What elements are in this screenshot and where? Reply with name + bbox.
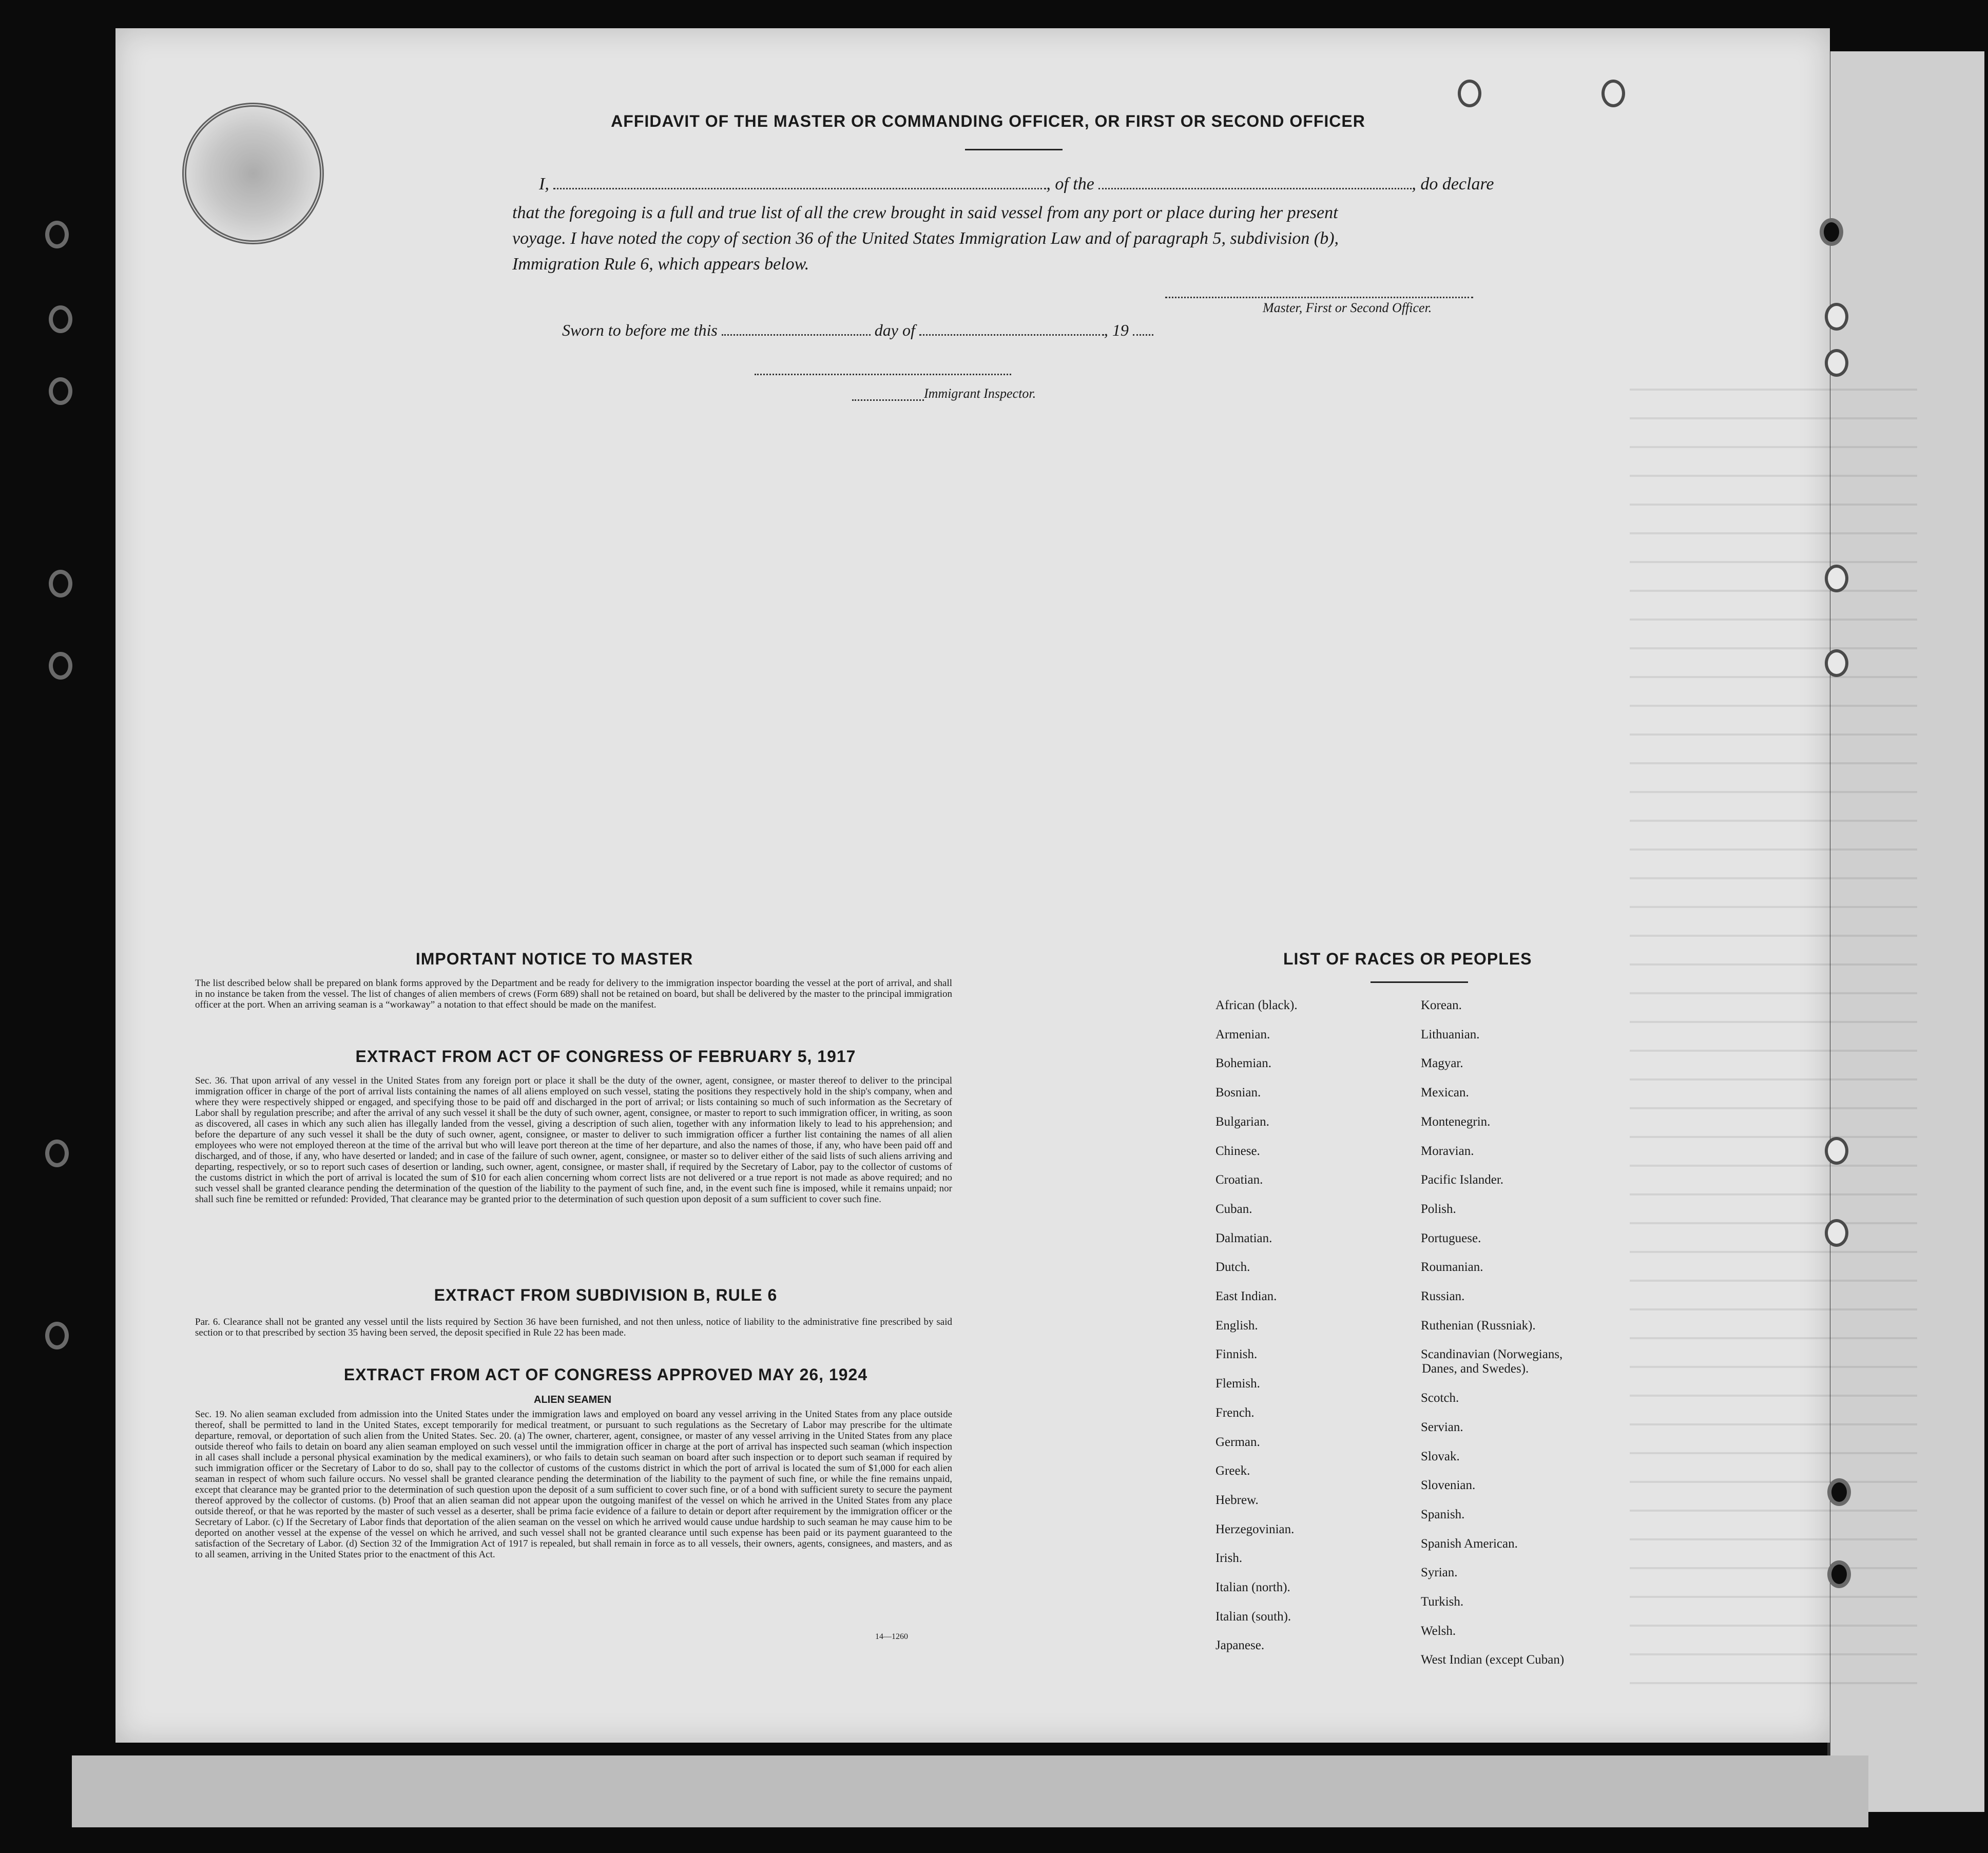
race-item: Roumanian.	[1421, 1260, 1483, 1275]
master-signature-field[interactable]	[1165, 297, 1473, 298]
races-rule	[1371, 981, 1468, 983]
sworn-text: Sworn to before me this	[562, 321, 718, 339]
race-item: German.	[1215, 1435, 1260, 1449]
binder-hole-icon	[1820, 218, 1843, 246]
affidavit-line1	[539, 175, 1494, 194]
binder-hole-icon	[1825, 349, 1848, 377]
race-item: Turkish.	[1421, 1595, 1464, 1609]
race-item: Spanish American.	[1421, 1536, 1518, 1551]
notice-title: IMPORTANT NOTICE TO MASTER	[415, 950, 693, 968]
affidavit-do-declare: , do declare	[1412, 175, 1494, 194]
binder-hole-icon	[1825, 1219, 1848, 1247]
race-item: Armenian.	[1215, 1027, 1270, 1041]
sworn-month-field[interactable]	[919, 321, 1104, 336]
extract-rule6-title: EXTRACT FROM SUBDIVISION B, RULE 6	[434, 1286, 778, 1304]
race-item: West Indian (except Cuban)	[1421, 1653, 1565, 1667]
extract-1917-title: EXTRACT FROM ACT OF CONGRESS OF FEBRUARY 5, 1917	[355, 1047, 856, 1066]
race-item: Bohemian.	[1215, 1056, 1272, 1071]
binder-hole-icon	[45, 221, 69, 248]
binder-hole-icon	[1825, 303, 1848, 331]
binder-hole-icon	[1825, 649, 1848, 677]
name-field[interactable]	[553, 175, 1046, 189]
inspector-label: Immigrant Inspector.	[924, 386, 1036, 401]
race-item: Spanish.	[1421, 1507, 1465, 1521]
race-item: Dutch.	[1215, 1260, 1250, 1275]
binder-hole-icon	[49, 652, 72, 680]
binder-hole-icon	[49, 305, 72, 333]
race-item: Chinese.	[1215, 1144, 1260, 1158]
binder-hole-icon	[1458, 80, 1481, 107]
title-rule	[965, 149, 1063, 150]
bleed-through-grid	[1630, 362, 1917, 1696]
binder-hole-icon	[1825, 1137, 1848, 1165]
binder-hole-icon	[1601, 80, 1625, 107]
race-item: Lithuanian.	[1421, 1027, 1480, 1041]
race-item: Magyar.	[1421, 1056, 1463, 1071]
race-item: Danes, and Swedes).	[1422, 1362, 1529, 1376]
race-item: Japanese.	[1215, 1638, 1265, 1653]
binder-hole-icon	[45, 1322, 69, 1349]
races-title: LIST OF RACES OR PEOPLES	[1283, 950, 1532, 968]
form-number: 14—1260	[875, 1632, 908, 1641]
master-signature-label: Master, First or Second Officer.	[1263, 300, 1432, 315]
race-item: Cuban.	[1215, 1202, 1252, 1216]
sworn-line	[562, 321, 1153, 340]
binder-hole-icon	[1827, 1478, 1851, 1506]
affidavit-title: AFFIDAVIT OF THE MASTER OR COMMANDING OFFICER, OR FIRST OR SECOND OFFICER	[611, 112, 1365, 130]
sworn-year-field[interactable]	[1133, 321, 1153, 336]
race-item: Dalmatian.	[1215, 1231, 1272, 1245]
race-item: Bulgarian.	[1215, 1114, 1269, 1129]
race-item: Croatian.	[1215, 1173, 1263, 1187]
binder-hole-icon	[1825, 565, 1848, 592]
race-item: Servian.	[1421, 1420, 1463, 1434]
race-item: Herzegovinian.	[1215, 1522, 1295, 1536]
binder-hole-icon	[49, 570, 72, 597]
race-item: Scandinavian (Norwegians,	[1421, 1347, 1563, 1362]
sworn-day-field[interactable]	[722, 321, 871, 336]
race-item: Polish.	[1421, 1202, 1456, 1216]
affidavit-body	[512, 200, 1498, 277]
race-item: Scotch.	[1421, 1391, 1459, 1405]
sworn-day-of: day of	[874, 321, 915, 339]
race-item: Syrian.	[1421, 1566, 1458, 1580]
race-item: Slovak.	[1421, 1449, 1460, 1463]
affidavit-of-the: , of the	[1046, 175, 1094, 194]
race-item: Pacific Islander.	[1421, 1173, 1504, 1187]
extract-1917-body: Sec. 36. That upon arrival of any vessel in the United States from any foreign port or place it shall be the duty of the owner, agent, consignee, or master thereof to deliver to the principal immigration officer in charge of the port of arrival lists containing the names of all aliens employed on such vessel, stating the positions they respectively hold in the ship's company, when and where they were respectively shipped or engaged, and specifying those to be paid off and discharged in the port of arrival; or lists containing so much of such information as the Secretary of Labor shall by regulation prescribe; and after the arrival of any such vessel it shall be the duty of such owner, agent, consignee, or master to report to such immigration officer, in writing, as soon as discovered, all cases in which any such alien has illegally landed from the vessel, giving a description of such alien, together with any information likely to lead to his apprehension; and before the departure of any such vessel it shall be the duty of such owner, agent, consignee, or master to deliver to such immigration officer a further list containing the names of all alien employees who were not employed thereon at the time of the arrival but who will leave port thereon at the time of her departure, and also the names of those, if any, who have been paid off and discharged, and of those, if any, who have deserted or landed; and in case of the failure of such owner, agent, consignee, or master so to deliver either of the said lists of such aliens arriving and departing, respectively, or so to report such cases of desertion or landing, such owner, agent, consignee, or master shall, if required by the Secretary of Labor, pay to the collector of customs of the customs district in which the port of arrival is located the sum of $10 for each alien concerning whom correct lists are not delivered or a true report is not made as above required; and no such vessel shall be granted clearance pending the determination of the question of the liability to the payment of such fine, and, in the event such fine is imposed, while it remains unpaid; nor shall such fine be remitted or refunded: Provided, That clearance may be granted prior to the determination of such question upon deposit of a sum sufficient to cover such fine.	[195, 1075, 952, 1205]
race-item: Italian (north).	[1215, 1580, 1290, 1594]
race-item: French.	[1215, 1405, 1254, 1420]
race-item: Russian.	[1421, 1289, 1465, 1303]
back-sheet-bottom	[72, 1755, 1868, 1827]
race-item: Montenegrin.	[1421, 1114, 1491, 1129]
race-item: Greek.	[1215, 1464, 1250, 1478]
race-item: African (black).	[1215, 998, 1298, 1012]
binder-hole-icon	[45, 1140, 69, 1167]
race-item: Korean.	[1421, 998, 1462, 1012]
inspector-signature-rule	[852, 399, 924, 401]
race-item: Ruthenian (Russniak).	[1421, 1318, 1536, 1333]
official-seal-stamp	[182, 103, 324, 244]
sworn-year-prefix: , 19	[1104, 321, 1129, 339]
race-item: East Indian.	[1215, 1289, 1277, 1303]
race-item: Flemish.	[1215, 1377, 1260, 1391]
extract-1924-body: Sec. 19. No alien seaman excluded from admission into the United States under the immigration laws and employed on board any vessel arriving in the United States from any place outside thereof, shall be permitted to land in the United States, except temporarily for medical treatment, or pursuant to such regulations as the Secretary of Labor may prescribe for the ultimate departure, removal, or deportation of such alien from the United States. Sec. 20. (a) The owner, charterer, agent, consignee, or master of any vessel arriving in the United States from any place outside thereof who fails to detain on board any alien seaman employed on such vessel until the immigration officer in charge at the port of arrival has inspected such seaman (which inspection in all cases shall include a personal physical examination by the medical examiners), or who fails to detain such seaman on board after such inspection or to deport such seaman if required by such immigration officer or the Secretary of Labor to do so, shall pay to the collector of customs of the customs district in which the port of arrival is located the sum of $1,000 for each alien seaman in respect of whom such failure occurs. No vessel shall be granted clearance pending the determination of the liability to the payment of such fine, or while the fine remains unpaid, except that clearance may be granted prior to the determination of such question upon the deposit of a sum sufficient to cover such fine, or of a bond with sufficient surety to secure the payment thereof approved by the collector of customs. (b) Proof that an alien seaman did not appear upon the outgoing manifest of the vessel on which he arrived in the United States from any place outside thereof, or that he was reported by the master of such vessel as a deserter, shall be prima facie evidence of a failure to detain or deport after requirement by the immigration officer or the Secretary of Labor. (c) If the Secretary of Labor finds that deportation of the alien seaman on the vessel on which he arrived would cause undue hardship to such seaman he may cause him to be deported on another vessel at the expense of the vessel on which he arrived, and such vessel shall not be granted clearance until such expense has been paid or its payment guaranteed to the satisfaction of the Secretary of Labor. (d) Section 32 of the Immigration Act of 1917 is repealed, but shall remain in force as to all vessels, their owners, agents, consignees, and masters, and as to all seamen, arriving in the United States prior to the enactment of this Act.	[195, 1409, 952, 1560]
race-item: Bosnian.	[1215, 1086, 1261, 1100]
race-item: Moravian.	[1421, 1144, 1474, 1158]
binder-hole-icon	[1827, 1560, 1851, 1588]
inspector-signature-field[interactable]	[755, 374, 1011, 375]
race-item: Hebrew.	[1215, 1493, 1259, 1507]
alien-seamen-heading: ALIEN SEAMEN	[534, 1394, 612, 1405]
race-item: English.	[1215, 1318, 1258, 1333]
race-item: Welsh.	[1421, 1624, 1456, 1638]
affidavit-line4: Immigration Rule 6, which appears below.	[512, 255, 809, 274]
race-item: Irish.	[1215, 1551, 1243, 1566]
race-item: Italian (south).	[1215, 1609, 1291, 1624]
affidavit-line2: that the foregoing is a full and true list of all the crew brought in said vessel from any port or place during her present	[512, 203, 1338, 222]
notice-body: The list described below shall be prepared on blank forms approved by the Department and be ready for delivery to the immigration inspector boarding the vessel at the port of arrival, and shall in no instance be taken from the vessel. The list of changes of alien members of crews (Form 689) shall not be retained on board, but shall be delivered by the master to the principal immigration officer at the port. When an arriving seaman is a “workaway” a notation to that effect should be made on the manifest.	[195, 978, 952, 1010]
race-item: Slovenian.	[1421, 1478, 1476, 1493]
race-item: Portuguese.	[1421, 1231, 1481, 1245]
binder-hole-icon	[49, 377, 72, 405]
extract-rule6-body: Par. 6. Clearance shall not be granted any vessel until the lists required by Section 36 have been furnished, and not then unless, notice of liability to the administrative fine prescribed by said section or to that prescribed by section 35 having been served, the deposit specified in Rule 22 has been made.	[195, 1317, 952, 1338]
race-item: Mexican.	[1421, 1086, 1469, 1100]
extract-1924-title: EXTRACT FROM ACT OF CONGRESS APPROVED MAY 26, 1924	[343, 1365, 868, 1384]
affidavit-line3: voyage. I have noted the copy of section 36 of the United States Immigration Law and of paragraph 5, subdivision (b),	[512, 229, 1339, 248]
race-item: Finnish.	[1215, 1347, 1258, 1362]
vessel-field[interactable]	[1098, 175, 1412, 189]
affidavit-i: I,	[539, 175, 549, 194]
